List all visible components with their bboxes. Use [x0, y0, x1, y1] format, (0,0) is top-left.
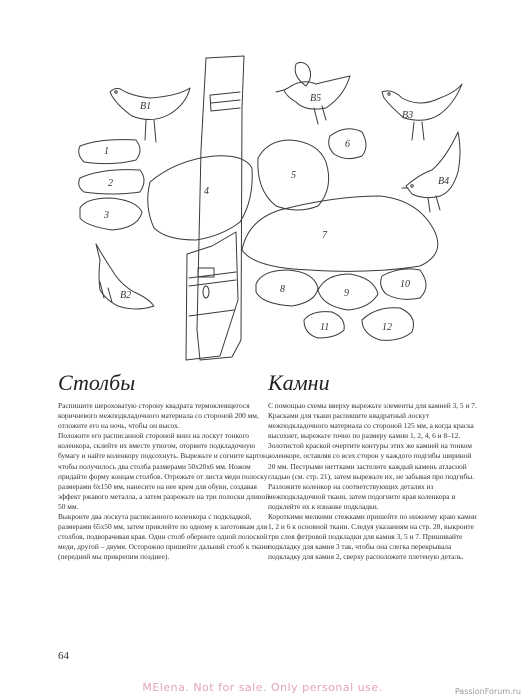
stone-3-shape	[80, 198, 142, 230]
stones-paragraph-1: С помощью схемы вверху вырежьте элементы для камней 3, 5 и 7.	[268, 401, 477, 410]
bird-b5-shape	[276, 62, 350, 124]
page-number: 64	[58, 650, 69, 662]
stone-12-shape	[362, 308, 414, 341]
posts-paragraph-1: Распишите шероховатую сторону квадрата термоклеящегося коричневого межподкладочного материала со стороной 200 мм, отложите его на ночь, чтобы он высох.	[58, 401, 259, 431]
stone-1-shape	[79, 140, 140, 164]
stones-heading: Камни	[268, 370, 330, 395]
stones-paragraph-2: Красками для ткани распишите квадратный лоскут межподкладочного материала со стороной 125 мм, а когда краска высохнет, вырежьте точно по размеру камни 1, 2, 4, 6 и 8–12. Золотистой краской очертите контуры этих же камней на тонком коленкоре, оставляя со всех сторон у каждого подгибы шириной 20 мм. Пестрыми ниттками застелите каждый камень атласной гладью (см. стр. 21), затем вырежьте их, не забывая про подгибы. Разложите коленкор на соответствующих деталях из межподкладочной ткани, затем подогните края коленкора и подклейте их к изнанке подкладки.	[268, 411, 475, 511]
stone-7-shape	[242, 196, 438, 271]
bird-b3-shape	[382, 84, 462, 140]
label-b1: B1	[140, 101, 152, 112]
posts-paragraph-2: Положите его расписанной стороной вниз на лоскут тонкого коленкора, склейте их вместе утюгом, оторвите подкладочную бумагу и найте коленкору подсохнуть. Вырежьте и согните картон, чтобы получилось два столба размерами 50х20х6 мм. Ножом придайте форму концам столбов. Отрежьте от листа меди полоску размерами 6х150 мм, нанесите на нее крем для обуви, создавая эффект ржавого металла, а затем разрежьте на три полоски длиной 50 мм.	[58, 431, 270, 511]
label-b2: B2	[120, 290, 132, 301]
label-stone-9: 9	[344, 288, 349, 299]
label-stone-10: 10	[400, 279, 410, 290]
stone-8-shape	[256, 270, 318, 306]
stone-9-shape	[318, 274, 378, 310]
label-b4: B4	[438, 176, 450, 187]
stones-paragraph-3: Короткими мелкими стежками пришейте по нижнему краю камни 1, 2 и 6 к основной ткани. Следуя указаниям на стр. 28, выкроите три слоя фетровой подкладки для камня 3, 5 и 7. Пришивайте подкладку для камня 3 так, чтобы она слегка перекрывала подкладку для камня 2, сверху расположите плетеную деталь.	[268, 512, 477, 562]
bird-b1-shape	[110, 88, 190, 142]
label-b5: B5	[310, 93, 322, 104]
label-stone-5: 5	[291, 170, 296, 181]
label-stone-3: 3	[104, 210, 109, 221]
label-stone-11: 11	[320, 322, 330, 333]
stone-2-shape	[79, 170, 144, 194]
label-stone-6: 6	[345, 139, 350, 150]
label-stone-8: 8	[280, 284, 285, 295]
label-stone-2: 2	[108, 178, 113, 189]
stones-section	[268, 372, 480, 563]
front-post-shape	[186, 232, 238, 360]
bird-b2-shape	[96, 244, 154, 309]
label-stone-4: 4	[204, 186, 209, 197]
posts-paragraph-3: Выкроите два лоскута расписанного коленкора с подкладкой, размерами 65х50 мм, затем приклейте по одному к заготовкам для столбов, подворачивая края. Один столб оберните одной полоской меди, другой – двумя. Осторожно пришейте дальний столб к ткани (передний мы прикрепим позднее).	[58, 512, 270, 562]
bird-b4-shape	[402, 132, 460, 212]
stone-5-shape	[258, 140, 329, 210]
stone-10-shape	[381, 269, 426, 299]
label-stone-12: 12	[382, 322, 392, 333]
stone-11-shape	[304, 312, 344, 338]
posts-heading: Столбы	[58, 370, 136, 395]
label-b3: B3	[402, 110, 414, 121]
label-stone-7: 7	[322, 230, 327, 241]
watermark-text: MElena. Not for sale. Only personal use.	[142, 681, 383, 694]
label-stone-1: 1	[104, 146, 109, 157]
site-mark: PassionForum.ru	[454, 687, 521, 696]
posts-section	[58, 372, 270, 563]
stone-6-shape	[329, 129, 366, 159]
